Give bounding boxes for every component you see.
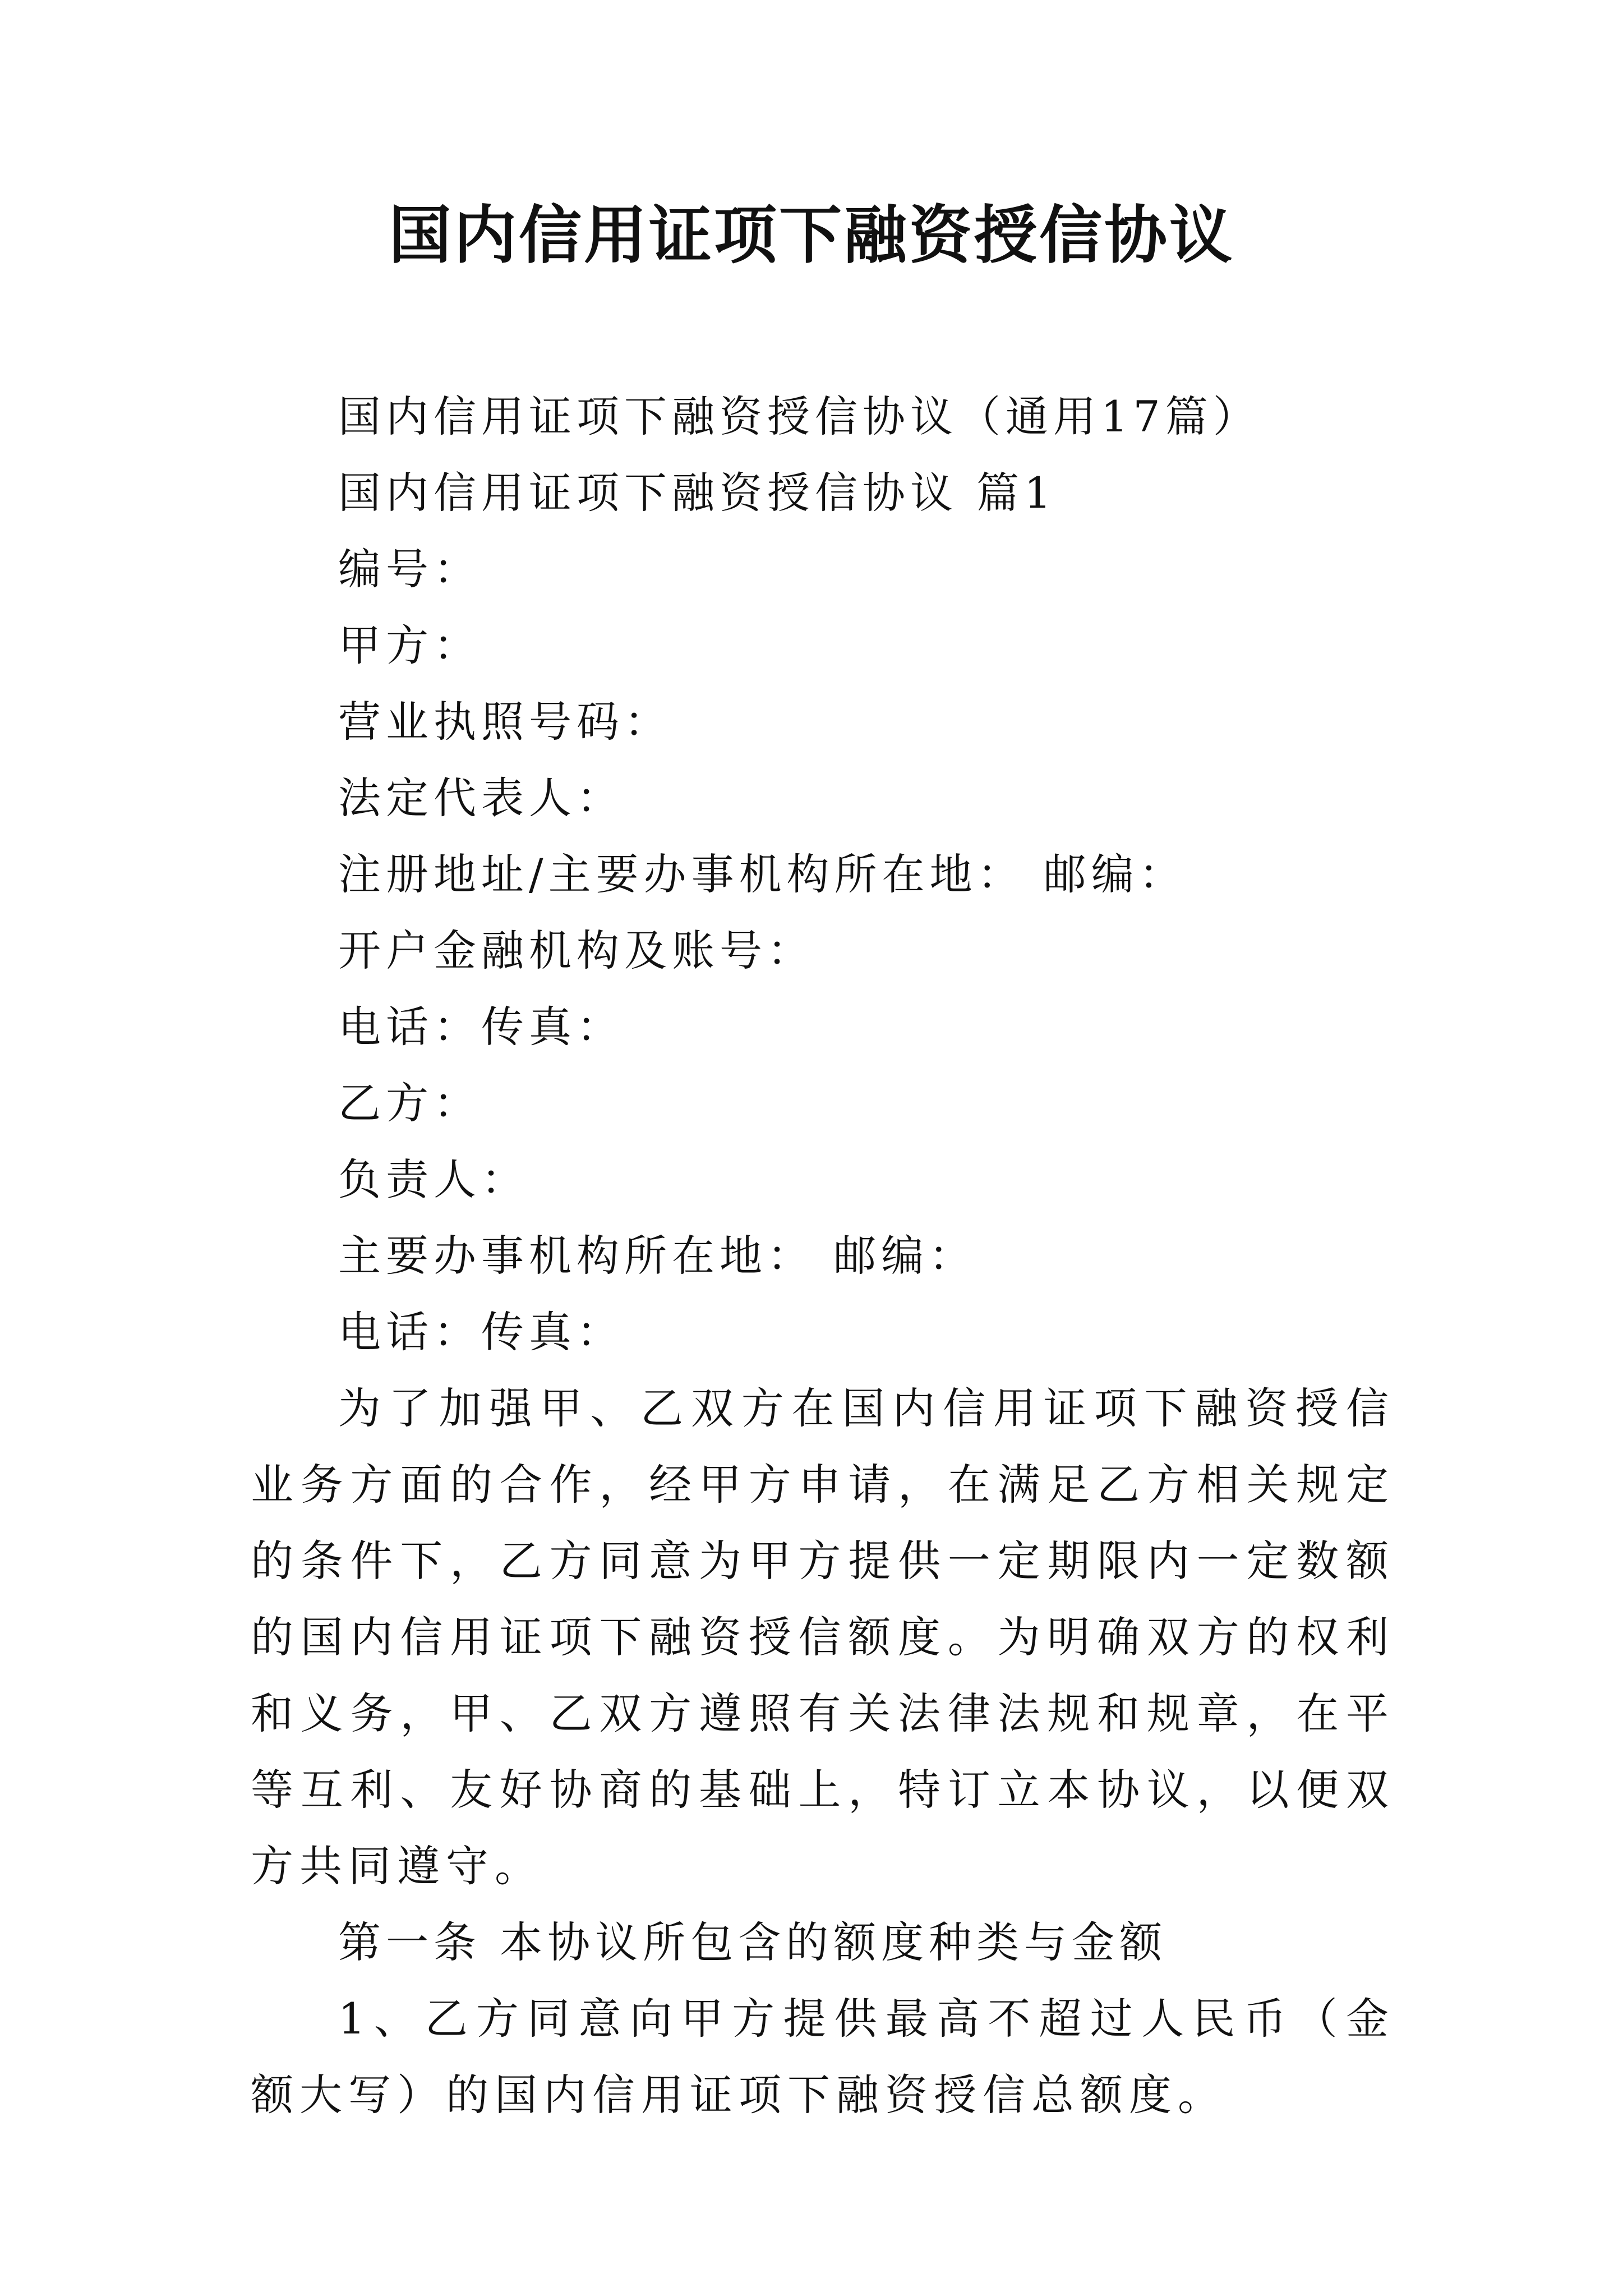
field-registered-address: 注册地址/主要办事机构所在地： 邮编： [338,849,1187,899]
field-legal-representative: 法定代表人： [338,773,624,823]
clause-paragraph: 1、乙方同意向甲方提供最高不超过人民币（金额大写）的国内信用证项下融资授信总额度。 [251,1994,1395,2120]
document-body [251,379,1395,2133]
document-title: 国内信用证项下融资授信协议 [389,199,1234,272]
field-person-in-charge: 负责人： [338,1154,529,1204]
field-phone-fax-b: 电话：传真： [338,1307,624,1357]
field-phone-fax-a: 电话：传真： [338,1002,624,1052]
field-business-license: 营业执照号码： [338,697,672,747]
intro-paragraph: 为了加强甲、乙双方在国内信用证项下融资授信业务方面的合作，经甲方申请，在满足乙方相关规定的条件下，乙方同意为甲方提供一定期限内一定数额的国内信用证项下融资授信额度。为明确双方的权利和义务，甲、乙双方遵照有关法律法规和规章，在平等互利、友好协商的基础上，特订立本协议，以便双方共同遵守。 [251,1383,1395,1891]
field-party-a: 甲方： [338,620,481,670]
field-number: 编号： [338,544,481,594]
field-party-b: 乙方： [338,1078,481,1128]
article-heading: 第一条 本协议所包含的额度种类与金额 [338,1917,1168,1967]
field-bank-account: 开户金融机构及账号： [338,926,815,976]
subtitle-line: 国内信用证项下融资授信协议（通用17篇） [338,392,1261,441]
section-heading: 国内信用证项下融资授信协议 篇1 [338,468,1057,518]
field-office-address-b: 主要办事机构所在地： 邮编： [338,1231,977,1281]
